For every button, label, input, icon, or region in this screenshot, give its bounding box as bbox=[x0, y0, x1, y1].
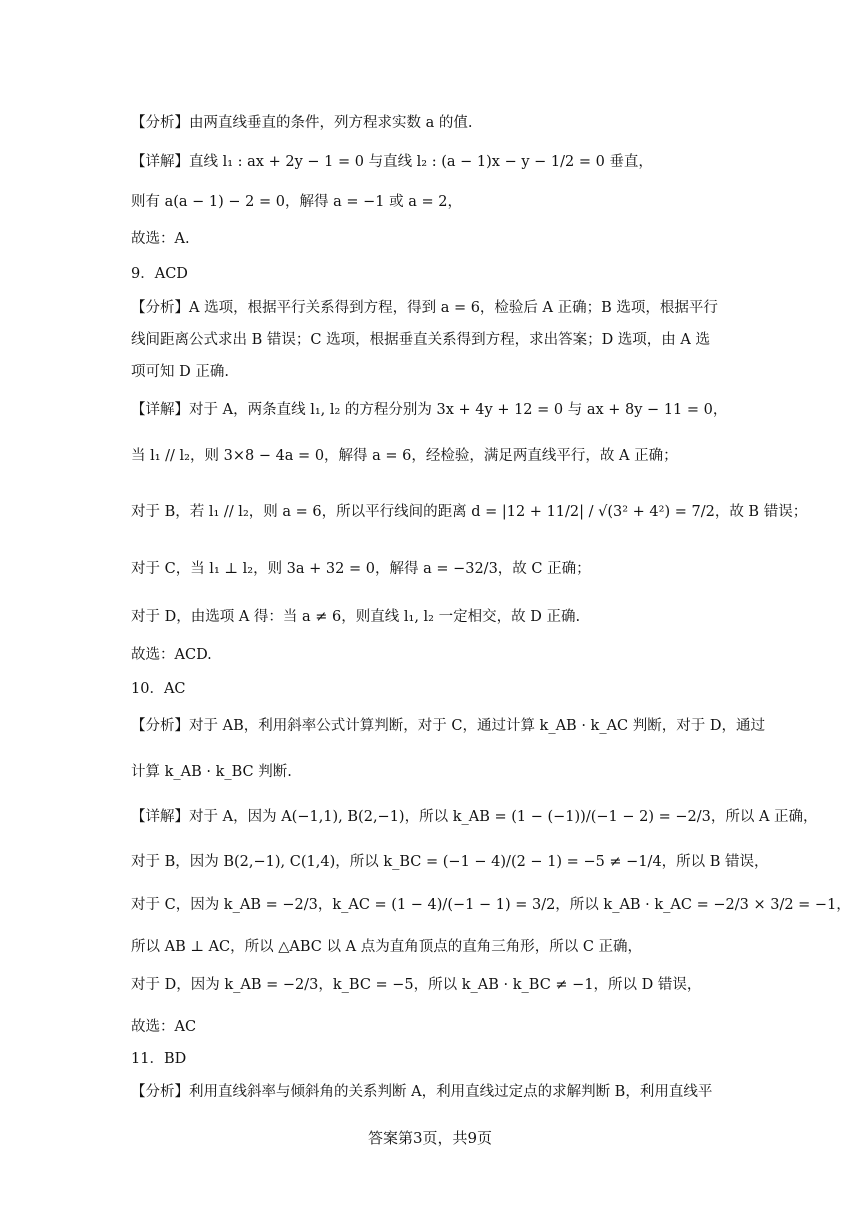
text-line: 对于 C，当 l₁ ⊥ l₂，则 3a + 32 = 0，解得 a = −32/3，故 C 正确； bbox=[131, 561, 591, 577]
text-line: 【详解】直线 l₁ : ax + 2y − 1 = 0 与直线 l₂ : (a − 1)x − y − 1/2 = 0 垂直， bbox=[131, 154, 653, 170]
question-number: 10．AC bbox=[131, 681, 186, 697]
page-footer: 答案第3页，共9页 bbox=[367, 1129, 493, 1147]
question-number: 9．ACD bbox=[131, 266, 188, 282]
text-line: 【分析】对于 AB，利用斜率公式计算判断，对于 C，通过计算 k_AB · k_AC 判断，对于 D，通过 bbox=[131, 718, 765, 734]
text-line: 对于 B，若 l₁ // l₂，则 a = 6，所以平行线间的距离 d = |12 + 11/2| / √(3² + 4²) = 7/2，故 B 错误； bbox=[131, 504, 808, 520]
text-line: 项可知 D 正确. bbox=[131, 364, 229, 380]
text-line: 计算 k_AB · k_BC 判断. bbox=[131, 764, 292, 780]
text-line: 对于 D，因为 k_AB = −2/3，k_BC = −5，所以 k_AB · k_BC ≠ −1，所以 D 错误， bbox=[131, 977, 702, 993]
text-line: 【详解】对于 A，两条直线 l₁, l₂ 的方程分别为 3x + 4y + 12 = 0 与 ax + 8y − 11 = 0， bbox=[131, 402, 728, 418]
text-line: 【详解】对于 A，因为 A(−1,1), B(2,−1)，所以 k_AB = (1 − (−1))/(−1 − 2) = −2/3，所以 A 正确， bbox=[131, 809, 818, 825]
text-line: 【分析】由两直线垂直的条件，列方程求实数 a 的值. bbox=[131, 115, 473, 131]
text-line: 所以 AB ⊥ AC，所以 △ABC 以 A 点为直角顶点的直角三角形，所以 C 正确， bbox=[131, 939, 643, 955]
text-line: 对于 D，由选项 A 得：当 a ≠ 6，则直线 l₁, l₂ 一定相交，故 D 正确. bbox=[131, 609, 581, 625]
text-line: 对于 B，因为 B(2,−1), C(1,4)，所以 k_BC = (−1 − 4)/(2 − 1) = −5 ≠ −1/4，所以 B 错误， bbox=[131, 854, 769, 870]
text-line: 【分析】A 选项，根据平行关系得到方程，得到 a = 6，检验后 A 正确；B 选项，根据平行 bbox=[131, 300, 718, 316]
text-line: 当 l₁ // l₂，则 3×8 − 4a = 0，解得 a = 6，经检验，满足两直线平行，故 A 正确； bbox=[131, 448, 678, 464]
text-line: 故选：AC bbox=[131, 1019, 197, 1035]
text-line: 对于 C，因为 k_AB = −2/3，k_AC = (1 − 4)/(−1 − 1) = 3/2，所以 k_AB · k_AC = −2/3 × 3/2 = −1， bbox=[131, 897, 851, 913]
text-line: 故选：ACD. bbox=[131, 647, 212, 663]
text-line: 则有 a(a − 1) − 2 = 0，解得 a = −1 或 a = 2， bbox=[131, 194, 462, 210]
text-line: 【分析】利用直线斜率与倾斜角的关系判断 A，利用直线过定点的求解判断 B，利用直线平 bbox=[131, 1084, 713, 1100]
text-line: 故选：A. bbox=[131, 231, 190, 247]
text-line: 线间距离公式求出 B 错误；C 选项，根据垂直关系得到方程，求出答案；D 选项，由 A 选 bbox=[131, 332, 710, 348]
question-number: 11．BD bbox=[131, 1051, 187, 1067]
